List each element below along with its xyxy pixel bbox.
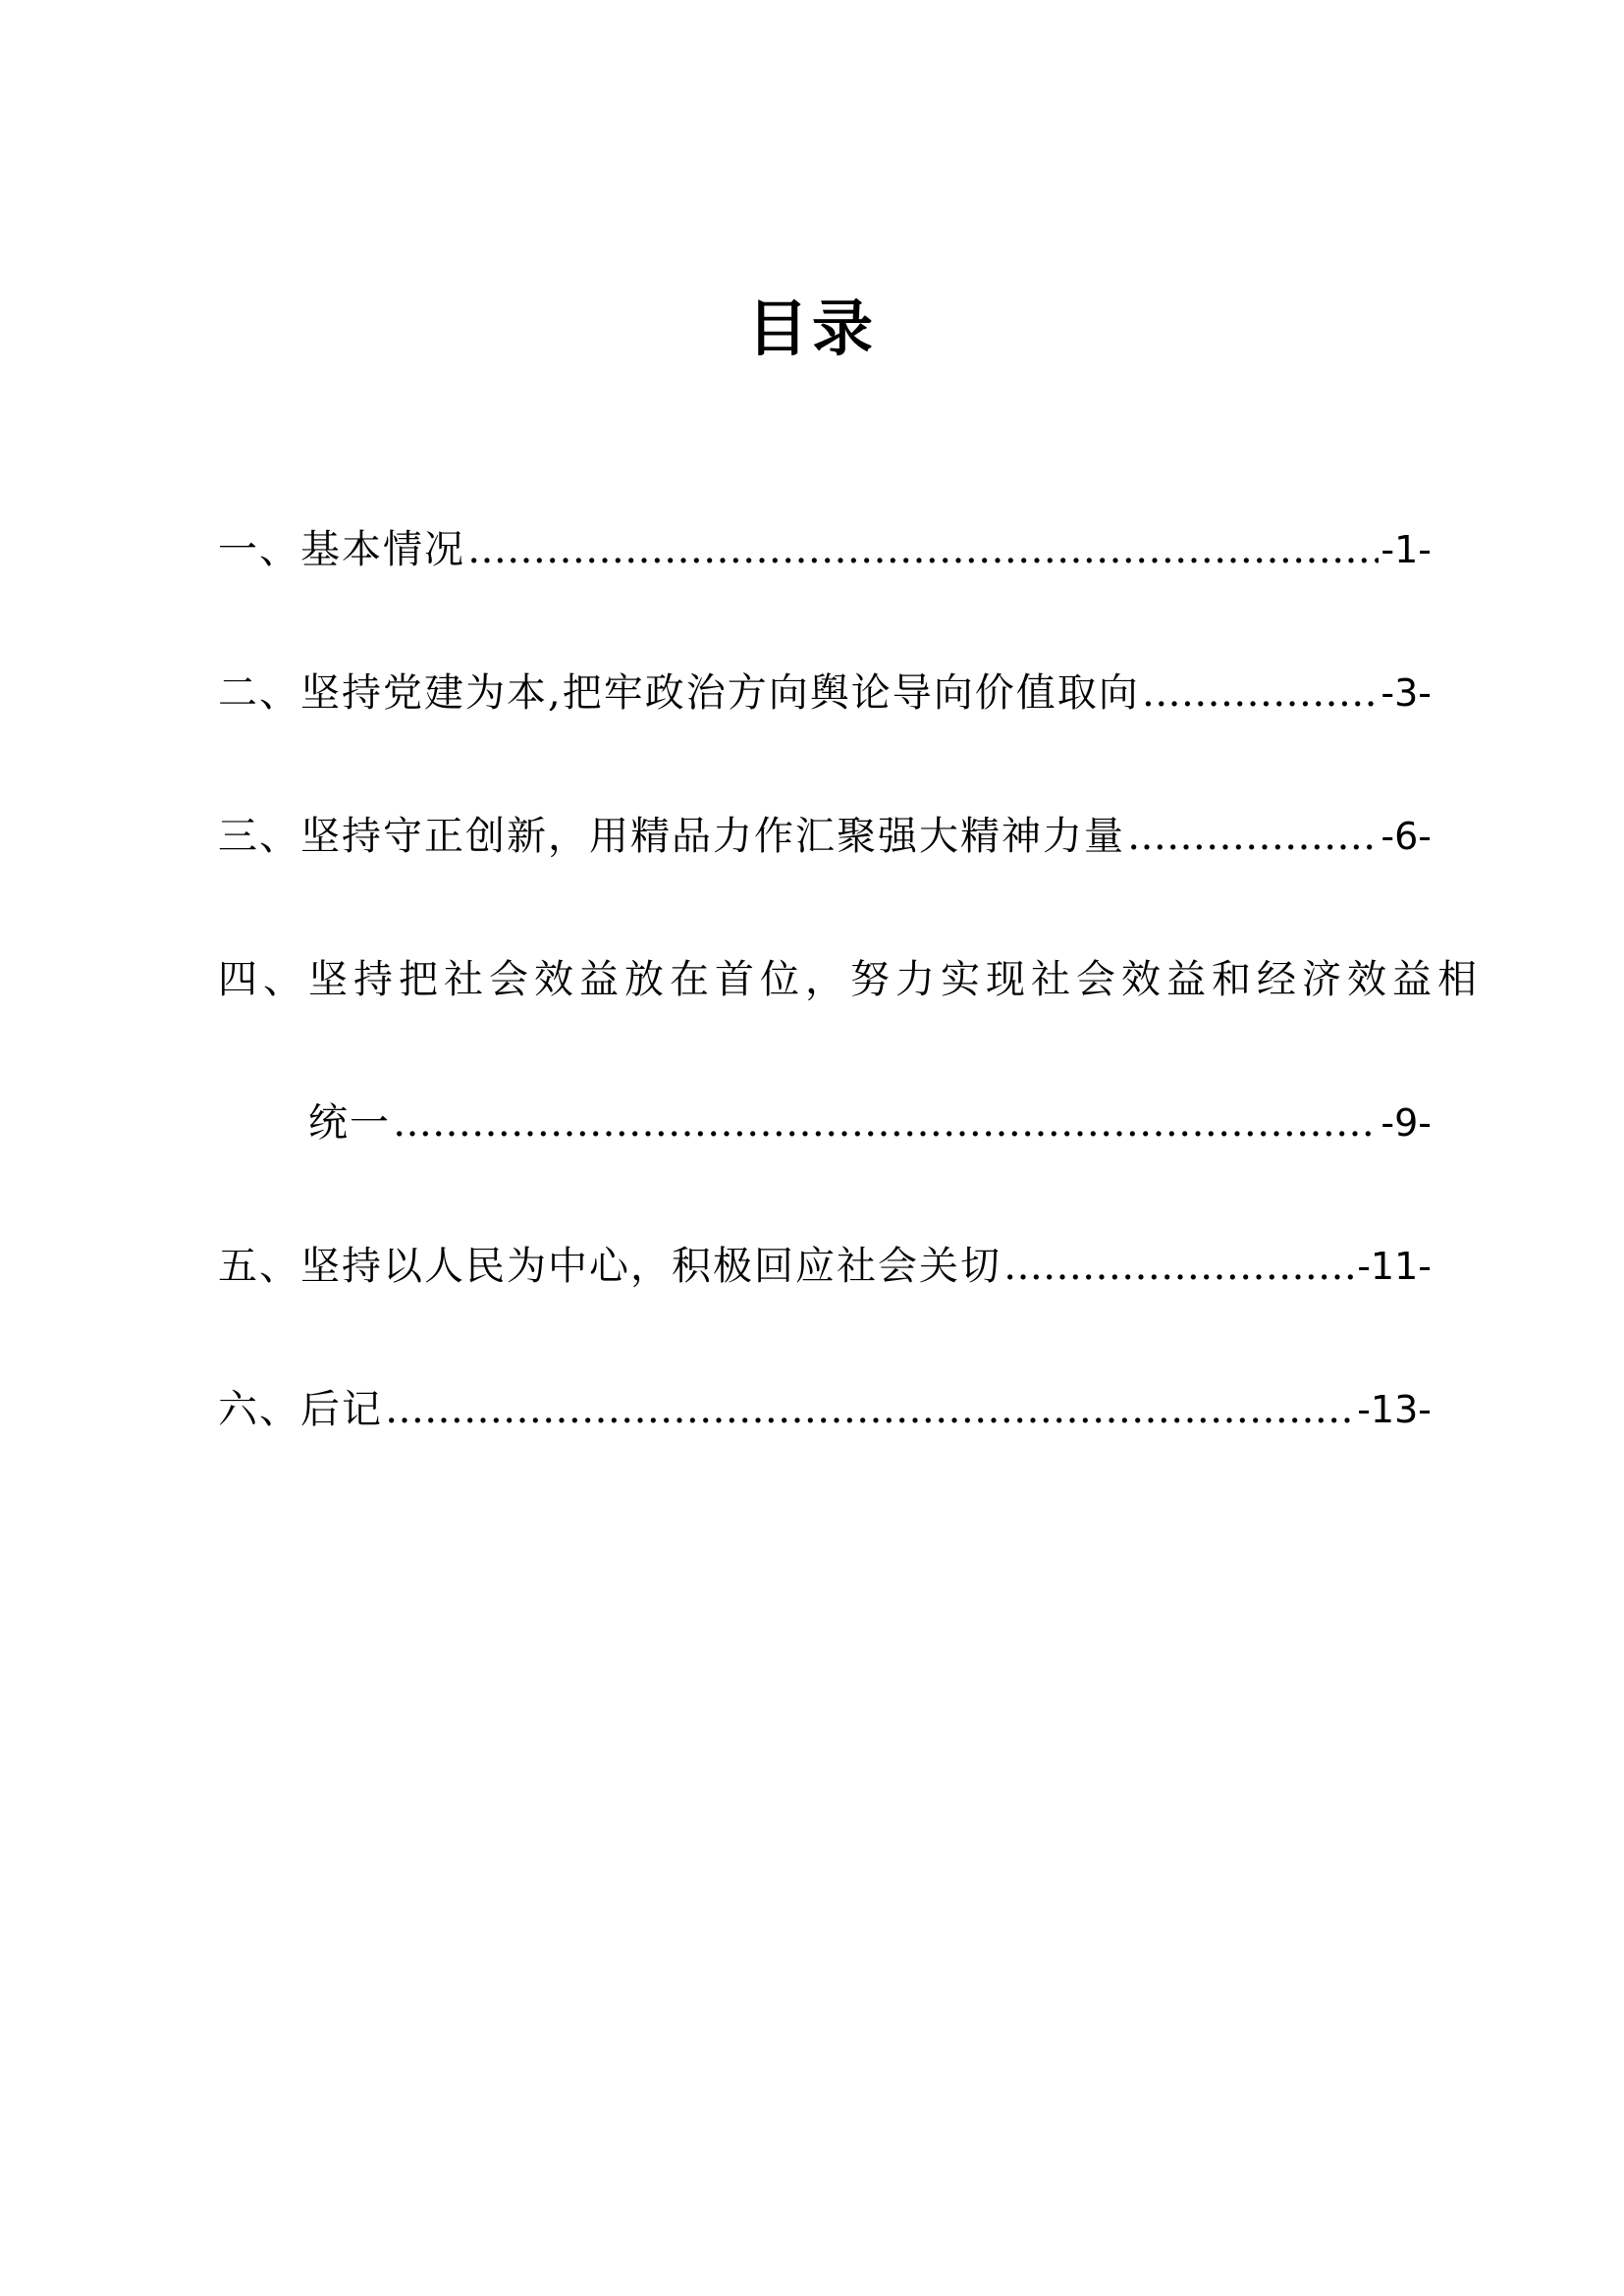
page-title: 目录 <box>746 293 877 364</box>
dot-leader <box>1003 1237 1355 1296</box>
dot-leader <box>393 1094 1379 1152</box>
toc-page-number: -13- <box>1357 1388 1432 1431</box>
toc-entry-5[interactable] <box>218 1237 1432 1380</box>
toc-entry-label: 六、后记 <box>218 1387 383 1432</box>
toc-page-number: -1- <box>1380 528 1432 571</box>
toc-entry-1[interactable] <box>218 520 1432 664</box>
dot-leader <box>385 1380 1355 1439</box>
dot-leader <box>467 520 1379 579</box>
toc-page-number: -3- <box>1380 671 1432 715</box>
toc-entry-4[interactable] <box>218 950 1483 1094</box>
toc-entry-3[interactable] <box>218 807 1432 950</box>
toc-entry-label: 统一 <box>308 1100 391 1146</box>
toc-entry-6[interactable] <box>218 1380 1432 1523</box>
toc-entry-label: 四、坚持把社会效益放在首位，努力实现社会效益和经济效益相 <box>218 957 1483 1002</box>
toc-entry-label: 五、坚持以人民为中心，积极回应社会关切 <box>218 1244 1001 1289</box>
toc-entry-label: 二、坚持党建为本,把牢政治方向舆论导向价值取向 <box>218 670 1140 716</box>
toc-page-number: -11- <box>1357 1245 1432 1288</box>
dot-leader <box>1127 807 1379 866</box>
table-of-contents <box>218 520 1483 1523</box>
toc-page-number: -9- <box>1380 1101 1432 1145</box>
dot-leader <box>1142 664 1380 722</box>
toc-entry-label: 一、基本情况 <box>218 527 465 572</box>
toc-entry-2[interactable] <box>218 664 1432 807</box>
toc-page-number: -6- <box>1380 815 1432 858</box>
toc-entry-label: 三、坚持守正创新，用精品力作汇聚强大精神力量 <box>218 814 1125 859</box>
toc-entry-4-continued[interactable] <box>218 1094 1432 1237</box>
